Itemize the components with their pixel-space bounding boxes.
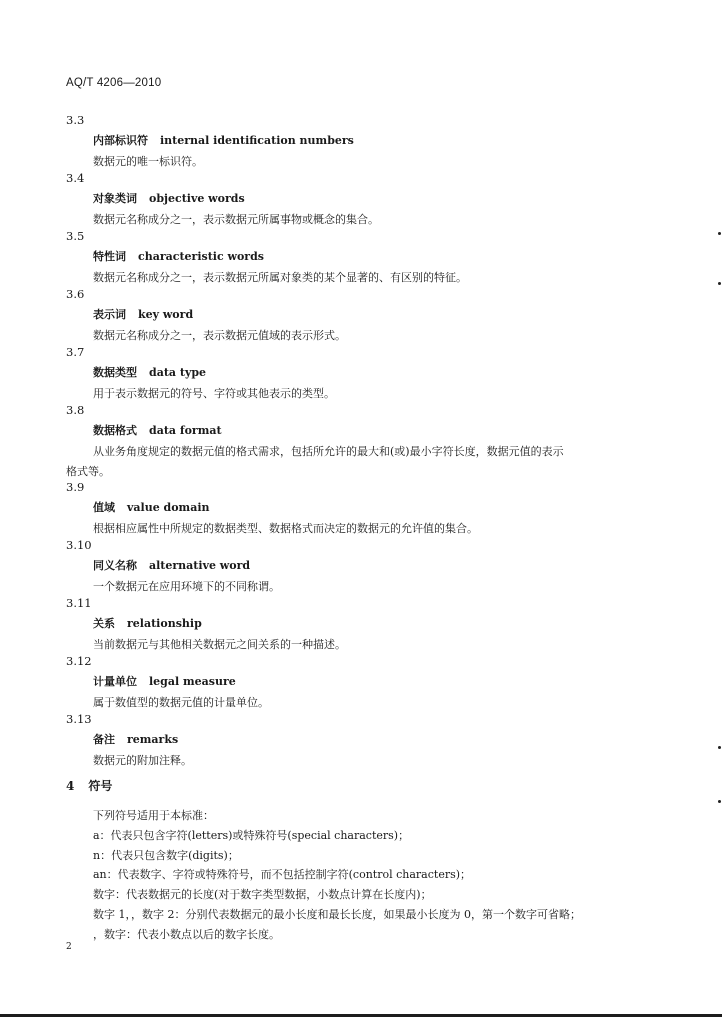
term-chinese: 数据格式 [93,424,137,437]
term-definition: 数据元名称成分之一，表示数据元所属事物或概念的集合。 [93,213,379,226]
term-english: relationship [127,617,202,630]
term-heading [93,132,354,148]
term-definition: 格式等。 [66,465,110,478]
term-english: data type [149,366,207,379]
term-english: value domain [127,501,210,514]
bottom-rule [0,1014,722,1017]
symbol-definition-line: 数字：代表数据元的长度(对于数字类型数据，小数点计算在长度内)； [93,888,432,901]
term-definition: 根据相应属性中所规定的数据类型、数据格式而决定的数据元的允许值的集合。 [93,522,478,535]
clause-number: 3.11 [66,596,92,610]
term-chinese: 关系 [93,617,115,630]
page-number: 2 [66,942,72,952]
clause-number: 3.4 [66,171,85,185]
term-chinese: 数据类型 [93,366,137,379]
section-4-heading [66,777,112,794]
term-heading [93,422,222,438]
term-english: characteristic words [138,250,264,263]
clause-number: 3.8 [66,403,85,417]
term-english: remarks [127,733,179,746]
term-chinese: 内部标识符 [93,134,148,147]
scan-edge-mark [718,232,721,235]
symbol-definition-line: n：代表只包含数字(digits)； [93,849,239,862]
term-definition: 用于表示数据元的符号、字符或其他表示的类型。 [93,387,335,400]
section-4-intro: 下列符号适用于本标准： [93,809,214,822]
term-heading [93,364,206,380]
term-heading [93,673,236,689]
term-heading [93,248,264,264]
term-english: internal identification numbers [160,134,354,147]
term-heading [93,499,210,515]
term-chinese: 特性词 [93,250,126,263]
term-heading [93,615,202,631]
clause-number: 3.5 [66,229,85,243]
term-chinese: 对象类词 [93,192,137,205]
term-definition: 数据元的唯一标识符。 [93,155,203,168]
term-heading [93,557,250,573]
scan-edge-mark [718,800,721,803]
symbol-definition-line: a：代表只包含字符(letters)或特殊符号(special characters)； [93,829,410,842]
term-english: key word [138,308,194,321]
symbol-definition-line: 数字 1，，数字 2：分别代表数据元的最小长度和最长长度，如果最小长度为 0，第一个数字可省略； [93,908,581,921]
term-definition: 一个数据元在应用环境下的不同称谓。 [93,580,280,593]
term-definition: 数据元名称成分之一，表示数据元所属对象类的某个显著的、有区别的特征。 [93,271,467,284]
term-english: data format [149,424,222,437]
term-definition: 属于数值型的数据元值的计量单位。 [93,696,269,709]
term-chinese: 值域 [93,501,115,514]
term-english: legal measure [149,675,236,688]
term-definition: 数据元名称成分之一，表示数据元值域的表示形式。 [93,329,346,342]
symbol-definition-line: ，数字：代表小数点以后的数字长度。 [93,928,280,941]
scan-edge-mark [718,746,721,749]
clause-number: 3.7 [66,345,85,359]
section-4-number: 4 [66,779,75,793]
symbol-definition-line: an：代表数字、字符或特殊符号，而不包括控制字符(control characters)； [93,868,472,881]
term-chinese: 表示词 [93,308,126,321]
section-4-title: 符号 [88,779,113,793]
term-heading [93,306,193,322]
standard-code-header: AQ/T 4206—2010 [66,77,162,89]
term-definition: 当前数据元与其他相关数据元之间关系的一种描述。 [93,638,346,651]
clause-number: 3.6 [66,287,85,301]
clause-number: 3.12 [66,654,92,668]
term-english: alternative word [149,559,251,572]
term-english: objective words [149,192,245,205]
term-chinese: 同义名称 [93,559,137,572]
scan-edge-mark [718,282,721,285]
term-chinese: 备注 [93,733,115,746]
clause-number: 3.13 [66,712,92,726]
term-chinese: 计量单位 [93,675,137,688]
term-heading [93,731,178,747]
term-heading [93,190,245,206]
clause-number: 3.9 [66,480,85,494]
clause-number: 3.10 [66,538,92,552]
term-definition: 从业务角度规定的数据元值的格式需求，包括所允许的最大和(或)最小字符长度，数据元值的表示 [93,445,564,458]
term-definition: 数据元的附加注释。 [93,754,192,767]
clause-number: 3.3 [66,113,85,127]
